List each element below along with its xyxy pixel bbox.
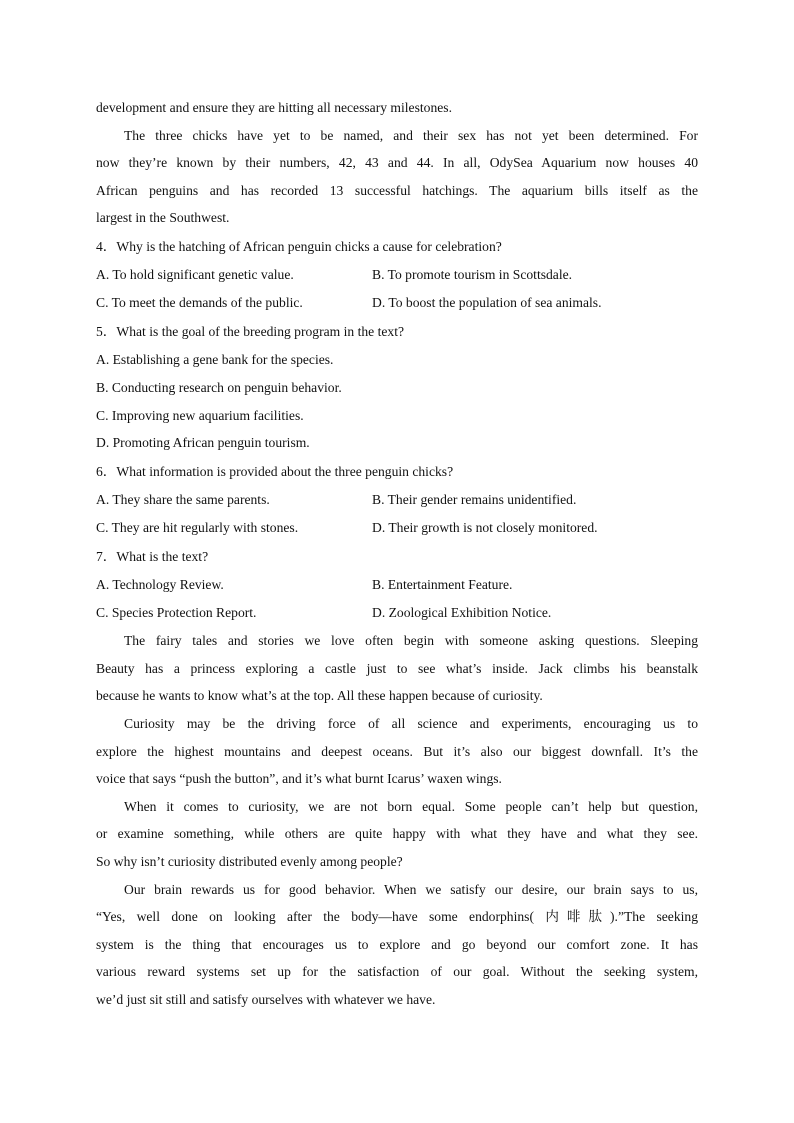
- question-stem: 4．Why is the hatching of African penguin chicks a cause for celebration?: [96, 238, 502, 254]
- option-d[interactable]: D. Zoological Exhibition Notice.: [372, 605, 552, 621]
- passage-line: system is the thing that encourages us to explore and go beyond our comfort zone. It has: [96, 936, 698, 952]
- passage-line: Our brain rewards us for good behavior. When we satisfy our desire, our brain says to us,: [124, 881, 698, 897]
- paragraph: [96, 793, 698, 876]
- passage-line: “Yes, well done on looking after the body—have some endorphins( 内啡肽).”The seeking: [96, 909, 698, 925]
- passage-line: When it comes to curiosity, we are not born equal. Some people can’t help but question,: [124, 798, 698, 814]
- paragraph: [96, 627, 698, 710]
- question-stem: 6．What information is provided about the three penguin chicks?: [96, 464, 454, 480]
- option-b[interactable]: B. To promote tourism in Scottsdale.: [372, 266, 573, 282]
- passage-line: explore the highest mountains and deepest oceans. But it’s also our biggest downfall. It’s the: [96, 743, 698, 759]
- option-d[interactable]: D. Promoting African penguin tourism.: [96, 435, 310, 451]
- option-c[interactable]: C. Improving new aquarium facilities.: [96, 407, 304, 423]
- passage-curiosity: [96, 627, 698, 1013]
- passage-line: The three chicks have yet to be named, and their sex has not yet been determined. For: [124, 127, 698, 143]
- passage-line: various reward systems set up for the satisfaction of our goal. Without the seeking system,: [96, 964, 698, 980]
- passage-line: we’d just sit still and satisfy ourselves with whatever we have.: [96, 991, 436, 1007]
- option-a[interactable]: A. They share the same parents.: [96, 492, 270, 508]
- question-7: [96, 542, 698, 627]
- passage-line: Beauty has a princess exploring a castle just to see what’s inside. Jack climbs his beanstalk: [96, 660, 698, 676]
- option-d[interactable]: D. To boost the population of sea animals.: [372, 294, 602, 310]
- question-5: [96, 317, 698, 457]
- question-6: [96, 457, 698, 542]
- question-stem: 5．What is the goal of the breeding program in the text?: [96, 323, 405, 339]
- question-4: [96, 232, 698, 317]
- paragraph: [96, 876, 698, 1014]
- passage-penguins: [96, 94, 698, 232]
- passage-line: development and ensure they are hitting all necessary milestones.: [96, 100, 452, 115]
- passage-line: African penguins and has recorded 13 successful hatchings. The aquarium bills itself as the: [96, 182, 698, 198]
- passage-line: because he wants to know what’s at the top. All these happen because of curiosity.: [96, 688, 543, 704]
- option-c[interactable]: C. Species Protection Report.: [96, 605, 257, 621]
- passage-line: largest in the Southwest.: [96, 210, 230, 226]
- option-b[interactable]: B. Entertainment Feature.: [372, 577, 513, 593]
- option-a[interactable]: A. To hold significant genetic value.: [96, 266, 294, 282]
- option-b[interactable]: B. Conducting research on penguin behavior.: [96, 379, 342, 395]
- option-a[interactable]: A. Technology Review.: [96, 577, 224, 593]
- passage-line: now they’re known by their numbers, 42, 43 and 44. In all, OdySea Aquarium now houses 40: [96, 155, 698, 171]
- passage-line: Curiosity may be the driving force of all science and experiments, encouraging us to: [124, 715, 698, 731]
- paragraph: [96, 710, 698, 793]
- passage-line: The fairy tales and stories we love often begin with someone asking questions. Sleeping: [124, 633, 698, 649]
- document-page: [96, 94, 698, 1013]
- passage-line: voice that says “push the button”, and it’s what burnt Icarus’ waxen wings.: [96, 771, 502, 787]
- option-c[interactable]: C. To meet the demands of the public.: [96, 294, 303, 310]
- option-d[interactable]: D. Their growth is not closely monitored.: [372, 520, 598, 536]
- question-stem: 7．What is the text?: [96, 549, 209, 565]
- option-b[interactable]: B. Their gender remains unidentified.: [372, 492, 577, 508]
- passage-line: or examine something, while others are quite happy with what they have and what they see.: [96, 826, 698, 842]
- passage-line: So why isn’t curiosity distributed evenly among people?: [96, 853, 403, 869]
- option-c[interactable]: C. They are hit regularly with stones.: [96, 520, 299, 536]
- option-a[interactable]: A. Establishing a gene bank for the species.: [96, 351, 334, 367]
